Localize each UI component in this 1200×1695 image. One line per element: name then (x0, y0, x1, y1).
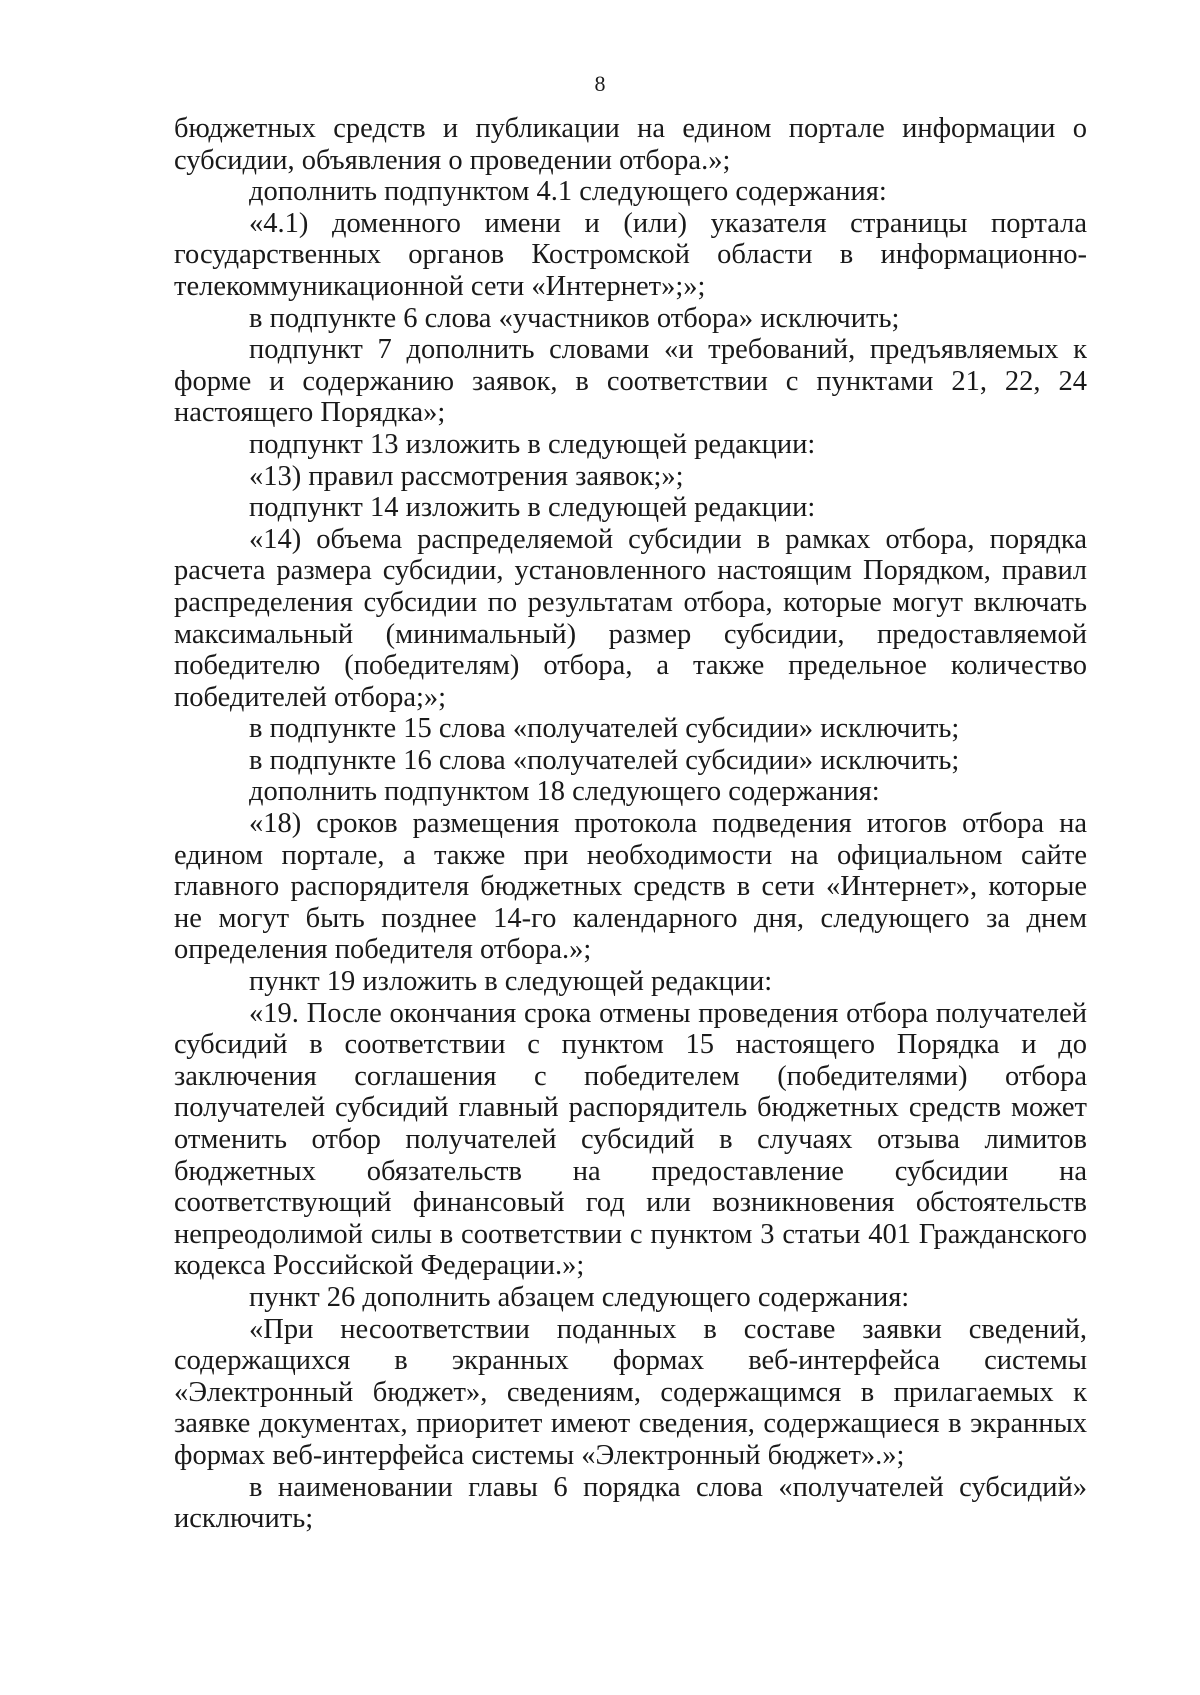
page-number: 8 (594, 71, 606, 96)
paragraph-subitem-15: в подпункте 15 слова «получателей субсидии» исключить; (249, 713, 960, 745)
paragraph-continuation: бюджетных средств и публикации на едином портале информации о субсидии, объявления о проведении отбора.»; (174, 113, 1087, 176)
paragraph-item-26-intro: пункт 26 дополнить абзацем следующего содержания: (249, 1281, 910, 1313)
paragraph-subitem-16: в подпункте 16 слова «получателей субсидии» исключить; (249, 744, 960, 776)
paragraph-subitem-6: в подпункте 6 слова «участников отбора» исключить; (249, 302, 900, 334)
paragraph-subitem-13-intro: подпункт 13 изложить в следующей редакции: (249, 428, 816, 460)
paragraph-subitem-18-text: «18) сроков размещения протокола подведения итогов отбора на едином портале, а также при необходимости на официальном сайте главного распорядителя бюджетных средств в сети «Интернет», которые не могут быть позднее 14-го календарного дня, следующего за днем определения победителя отбора.»; (174, 808, 1087, 966)
paragraph-item-19-intro: пункт 19 изложить в следующей редакции: (249, 966, 773, 998)
paragraph-item-19-text: «19. После окончания срока отмены проведения отбора получателей субсидий в соответствии с пунктом 15 настоящего Порядка и до заключения соглашения с победителем (победителями) отбора получателей субсидий главный распорядитель бюджетных средств может отменить отбор получателей субсидий в случаях отзыва лимитов бюджетных обязательств на предоставление субсидии на соответствующий финансовый год или возникновения обстоятельств непреодолимой силы в соответствии с пунктом 3 статьи 401 Гражданского кодекса Российской Федерации.»; (174, 997, 1087, 1282)
paragraph-item-26-text: «При несоответствии поданных в составе заявки сведений, содержащихся в экранных формах веб-интерфейса системы «Электронный бюджет», сведениям, содержащимся в прилагаемых к заявке документах, приоритет имеют сведения, содержащиеся в экранных формах веб-интерфейса системы «Электронный бюджет».»; (174, 1313, 1087, 1471)
paragraph-add-subitem-4-1: дополнить подпунктом 4.1 следующего содержания: (249, 176, 887, 208)
paragraph-subitem-4-1-text: «4.1) доменного имени и (или) указателя страницы портала государственных органов Костромской области в информационно-телекоммуникационной сети «Интернет»;»; (174, 207, 1087, 302)
document-body (174, 113, 1087, 1535)
paragraph-subitem-14-intro: подпункт 14 изложить в следующей редакции: (249, 492, 816, 524)
paragraph-subitem-14-text: «14) объема распределяемой субсидии в рамках отбора, порядка расчета размера субсидии, установленного настоящим Порядком, правил распределения субсидии по результатам отбора, которые могут включать максимальный (минимальный) размер субсидии, предоставляемой победителю (победителям) отбора, а также предельное количество победителей отбора;»; (174, 523, 1087, 713)
paragraph-subitem-7: подпункт 7 дополнить словами «и требований, предъявляемых к форме и содержанию заявок, в соответствии с пунктами 21, 22, 24 настоящего Порядка»; (174, 334, 1087, 429)
paragraph-subitem-13-text: «13) правил рассмотрения заявок;»; (249, 460, 684, 492)
paragraph-add-subitem-18: дополнить подпунктом 18 следующего содержания: (249, 776, 880, 808)
paragraph-chapter-6-title: в наименовании главы 6 порядка слова «получателей субсидий» исключить; (174, 1471, 1087, 1535)
